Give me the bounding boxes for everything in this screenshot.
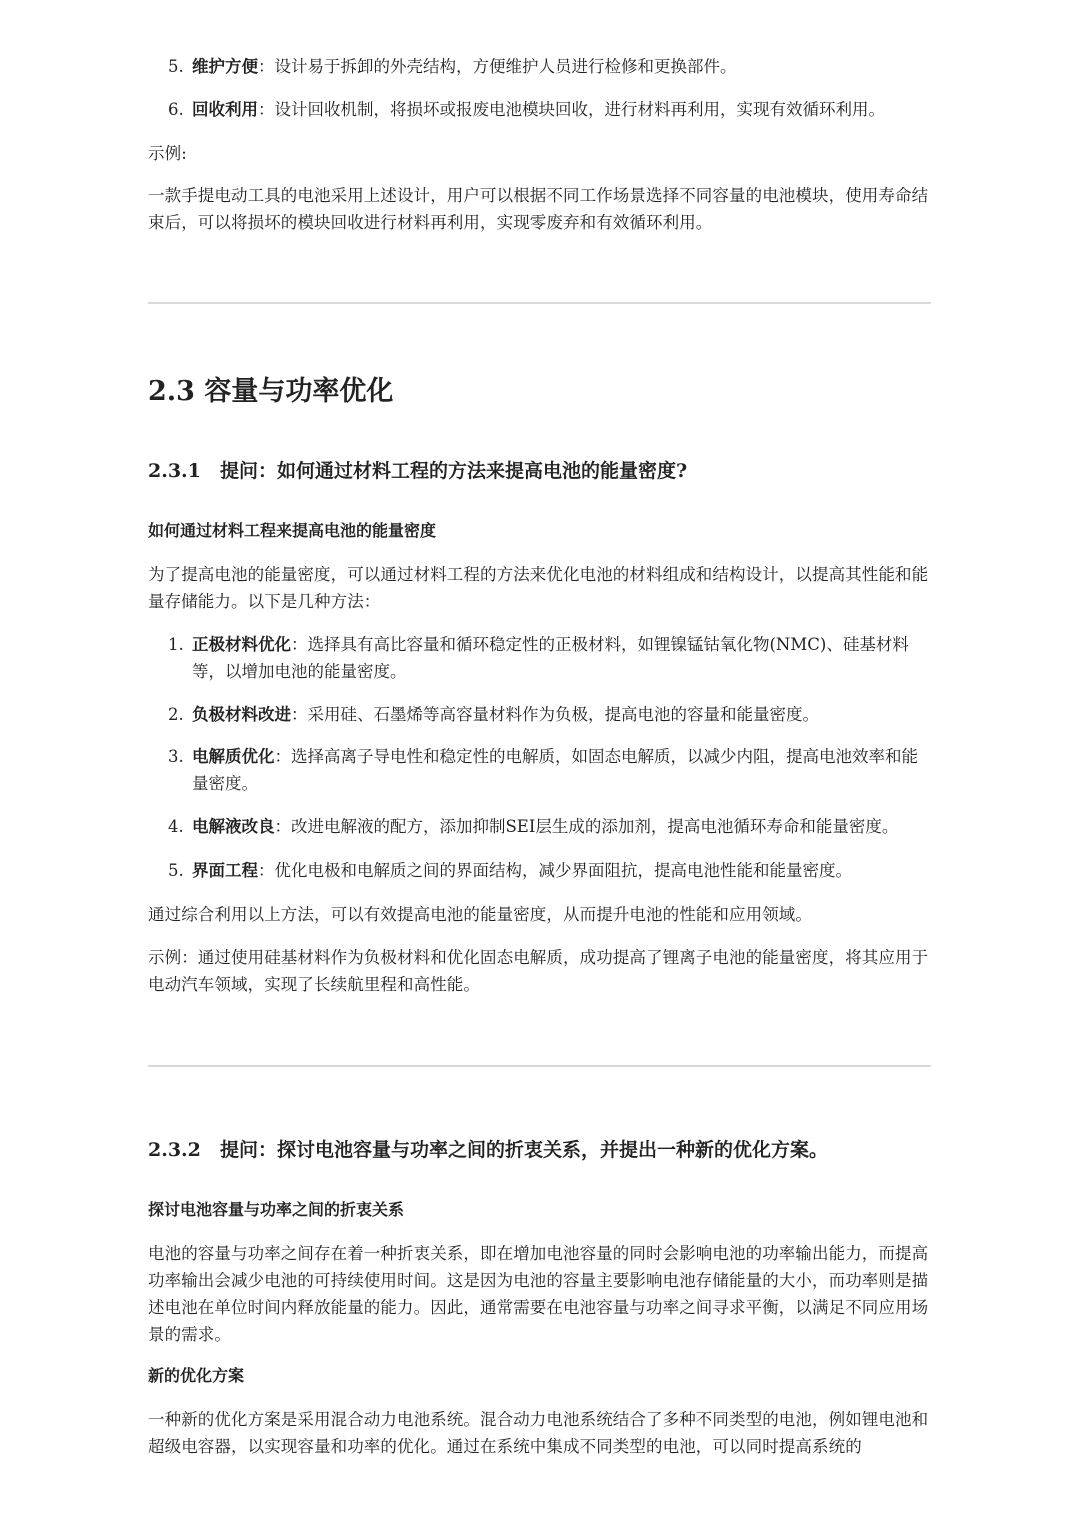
list-item [148,631,934,685]
list-item-text: ：设计回收机制，将损坏或报废电池模块回收，进行材料再利用，实现有效循环利用。 [258,100,885,119]
list-item-title: 电解质优化 [192,747,275,766]
section-divider [148,1065,931,1067]
list-item-text: ：选择高离子导电性和稳定性的电解质，如固态电解质，以减少内阻，提高电池效率和能量密度。 [192,747,918,793]
list-number: 2. [168,705,184,724]
list-item-text: ：采用硅、石墨烯等高容量材料作为负极，提高电池的容量和能量密度。 [291,705,819,724]
list-number: 4. [168,817,184,836]
question-number: 2.3.1 [148,460,201,482]
list-item [148,96,934,123]
list-number: 3. [168,747,184,766]
answer-subheading: 新的优化方案 [148,1366,245,1385]
list-number: 6. [168,100,184,119]
example-paragraph: 示例：通过使用硅基材料作为负极材料和优化固态电解质，成功提高了锂离子电池的能量密度，将其应用于电动汽车领域，实现了长续航里程和高性能。 [148,948,929,994]
question-heading-2-3-1 [148,457,687,485]
list-item-title: 正极材料优化 [192,635,291,654]
list-item [148,857,934,884]
list-item [148,701,934,728]
question-title: 提问：探讨电池容量与功率之间的折衷关系，并提出一种新的优化方案。 [220,1139,829,1161]
question-number: 2.3.2 [148,1139,201,1161]
list-item-title: 电解液改良 [192,817,275,836]
list-number: 5. [168,861,184,880]
section-title: 2.3 容量与功率优化 [148,376,394,407]
list-item [148,53,934,80]
list-item-text: ：设计易于拆卸的外壳结构，方便维护人员进行检修和更换部件。 [258,57,737,76]
list-number: 5. [168,57,184,76]
example-label: 示例: [148,144,187,163]
answer-subheading: 如何通过材料工程来提高电池的能量密度 [148,521,437,540]
question-title: 提问：如何通过材料工程的方法来提高电池的能量密度? [220,460,688,482]
list-item-text: ：改进电解液的配方，添加抑制SEI层生成的添加剂，提高电池循环寿命和能量密度。 [274,817,899,836]
tradeoff-paragraph: 电池的容量与功率之间存在着一种折衷关系，即在增加电池容量的同时会影响电池的功率输出能力，而提高功率输出会减少电池的可持续使用时间。这是因为电池的容量主要影响电池存储能量的大小，而功率则是描述电池在单位时间内释放能量的能力。因此，通常需要在电池容量与功率之间寻求平衡，以满足不同应用场景的需求。 [148,1244,929,1344]
summary-paragraph: 通过综合利用以上方法，可以有效提高电池的能量密度，从而提升电池的性能和应用领域。 [148,905,812,924]
list-item-title: 界面工程 [192,861,258,880]
question-heading-2-3-2 [148,1136,828,1164]
list-item-title: 负极材料改进 [192,705,291,724]
list-item [148,813,934,840]
intro-paragraph: 为了提高电池的能量密度，可以通过材料工程的方法来优化电池的材料组成和结构设计，以提高其性能和能量存储能力。以下是几种方法： [148,565,929,611]
list-item-title: 维护方便 [192,57,258,76]
example-paragraph: 一款手提电动工具的电池采用上述设计，用户可以根据不同工作场景选择不同容量的电池模块，使用寿命结束后，可以将损坏的模块回收进行材料再利用，实现零废弃和有效循环利用。 [148,186,929,232]
answer-subheading: 探讨电池容量与功率之间的折衷关系 [148,1200,405,1219]
list-item [148,743,934,797]
list-item-title: 回收利用 [192,100,258,119]
list-item-text: ：选择具有高比容量和循环稳定性的正极材料，如锂镍锰钴氧化物(NMC)、硅基材料等，以增加电池的能量密度。 [192,635,909,681]
section-divider [148,302,931,304]
solution-paragraph: 一种新的优化方案是采用混合动力电池系统。混合动力电池系统结合了多种不同类型的电池，例如锂电池和超级电容器，以实现容量和功率的优化。通过在系统中集成不同类型的电池，可以同时提高系统的 [148,1410,929,1456]
list-item-text: ：优化电极和电解质之间的界面结构，减少界面阻抗，提高电池性能和能量密度。 [258,861,852,880]
list-number: 1. [168,635,184,654]
